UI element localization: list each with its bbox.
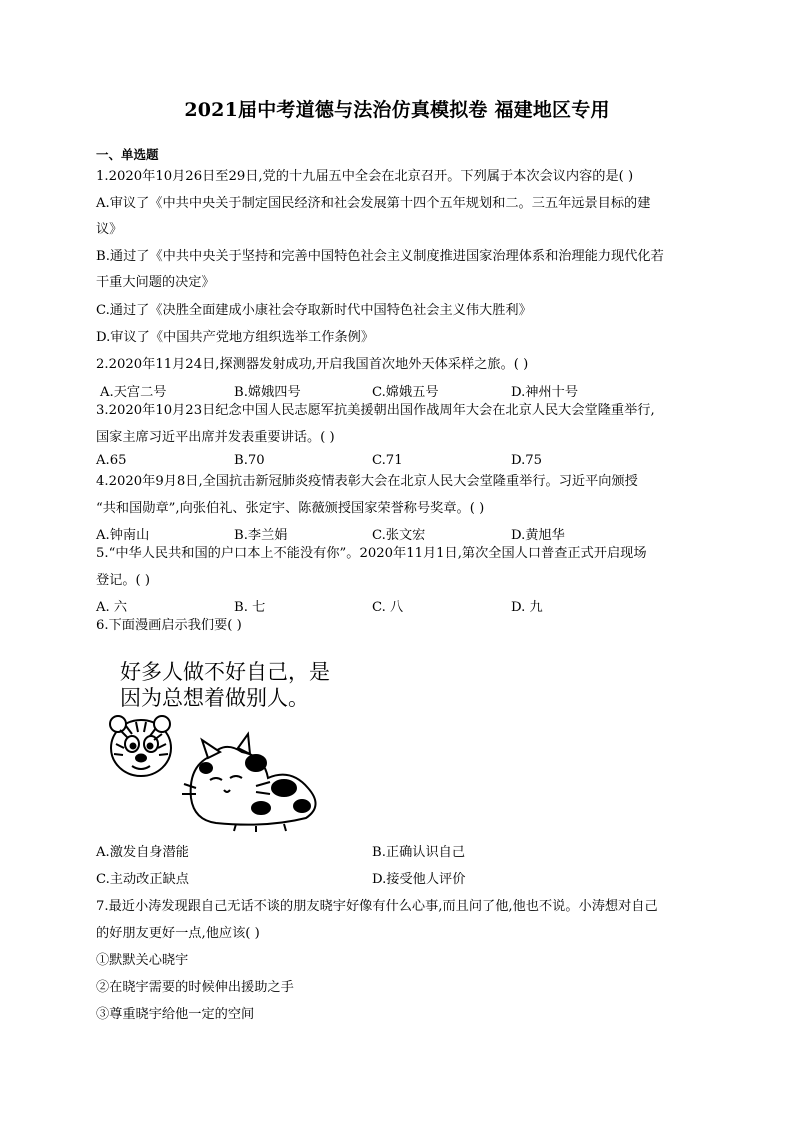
question-3-stem: 3.2020年10月23日纪念中国人民志愿军抗美援朝出国作战周年大会在北京人民大会堂隆重举行,: [96, 403, 655, 418]
question-1-option-b-cont: 干重大问题的决定》: [96, 275, 215, 290]
question-4-stem: 4.2020年9月8日,全国抗击新冠肺炎疫情表彰大会在北京人民大会堂隆重举行。习近平向颁授: [96, 474, 638, 489]
section-heading: 一、单选题: [96, 147, 159, 162]
question-5-option-d[interactable]: D. 九: [511, 600, 543, 615]
question-7-stem: 7.最近小涛发现跟自己无话不谈的朋友晓宇好像有什么心事,而且问了他,他也不说。小涛想对自己: [96, 899, 658, 914]
question-6-option-c[interactable]: C.主动改正缺点: [96, 872, 189, 887]
cat-icon: [182, 734, 316, 832]
question-3-option-a[interactable]: A.65: [96, 453, 127, 468]
question-5-option-b[interactable]: B. 七: [234, 600, 266, 615]
question-5-stem: 5.“中华人民共和国的户口本上不能没有你”。2020年11月1日,第次全国人口普查正式开启现场: [96, 546, 647, 561]
question-1-option-d[interactable]: D.审议了《中国共产党地方组织选举工作条例》: [96, 330, 375, 345]
question-3-option-b[interactable]: B.70: [234, 453, 265, 468]
question-6-option-a[interactable]: A.激发自身潜能: [96, 845, 189, 860]
question-2-stem: 2.2020年11月24日,探测器发射成功,开启我国首次地外天体采样之旅。( ): [96, 357, 529, 372]
comic-caption-line-1: 好多人做不好自己，是: [120, 660, 330, 684]
question-6-stem: 6.下面漫画启示我们要( ): [96, 618, 242, 633]
question-5-stem-cont: 登记。( ): [96, 573, 151, 588]
comic-illustration: [96, 648, 366, 833]
tiger-head-icon: [110, 716, 171, 776]
question-1-option-a-cont: 议》: [96, 222, 123, 237]
question-4-option-c[interactable]: C.张文宏: [372, 528, 426, 543]
comic-caption-line-2: 因为总想着做别人。: [120, 686, 309, 710]
question-1-option-c[interactable]: C.通过了《决胜全面建成小康社会夺取新时代中国特色社会主义伟大胜利》: [96, 303, 532, 318]
exam-title: 2021届中考道德与法治仿真模拟卷 福建地区专用: [184, 99, 610, 121]
question-5-option-c[interactable]: C. 八: [372, 600, 404, 615]
question-1-option-a[interactable]: A.审议了《中共中央关于制定国民经济和社会发展第十四个五年规划和二。三五年远景目标的建: [96, 196, 651, 211]
question-5-option-a[interactable]: A. 六: [96, 600, 128, 615]
question-4-option-d[interactable]: D.黄旭华: [511, 528, 565, 543]
question-2-option-b[interactable]: B.嫦娥四号: [234, 385, 301, 400]
question-1-option-b[interactable]: B.通过了《中共中央关于坚持和完善中国特色社会主义制度推进国家治理体系和治理能力现代化若: [96, 249, 664, 264]
question-4-stem-cont: “共和国勋章”,向张伯礼、张定宇、陈薇颁授国家荣誉称号奖章。( ): [96, 501, 485, 516]
question-6-option-d[interactable]: D.接受他人评价: [372, 872, 466, 887]
question-3-option-c[interactable]: C.71: [372, 453, 403, 468]
question-4-option-b[interactable]: B.李兰娟: [234, 528, 288, 543]
question-4-option-a[interactable]: A.钟南山: [96, 528, 150, 543]
question-7-choice-1[interactable]: ①默默关心晓宇: [96, 953, 189, 968]
question-7-choice-2[interactable]: ②在晓宇需要的时候伸出援助之手: [96, 980, 294, 995]
question-1-stem: 1.2020年10月26日至29日,党的十九届五中全会在北京召开。下列属于本次会议内容的是( ): [96, 169, 634, 184]
question-6-option-b[interactable]: B.正确认识自己: [372, 845, 466, 860]
question-7-choice-3[interactable]: ③尊重晓宇给他一定的空间: [96, 1007, 255, 1022]
question-2-option-a[interactable]: A.天宫二号: [100, 385, 167, 400]
question-3-option-d[interactable]: D.75: [511, 453, 543, 468]
question-3-stem-cont: 国家主席习近平出席并发表重要讲话。( ): [96, 430, 335, 445]
question-2-option-d[interactable]: D.神州十号: [511, 385, 579, 400]
question-2-option-c[interactable]: C.嫦娥五号: [372, 385, 439, 400]
comic-drawing: [96, 648, 366, 833]
question-7-stem-cont: 的好朋友更好一点,他应该( ): [96, 926, 260, 941]
